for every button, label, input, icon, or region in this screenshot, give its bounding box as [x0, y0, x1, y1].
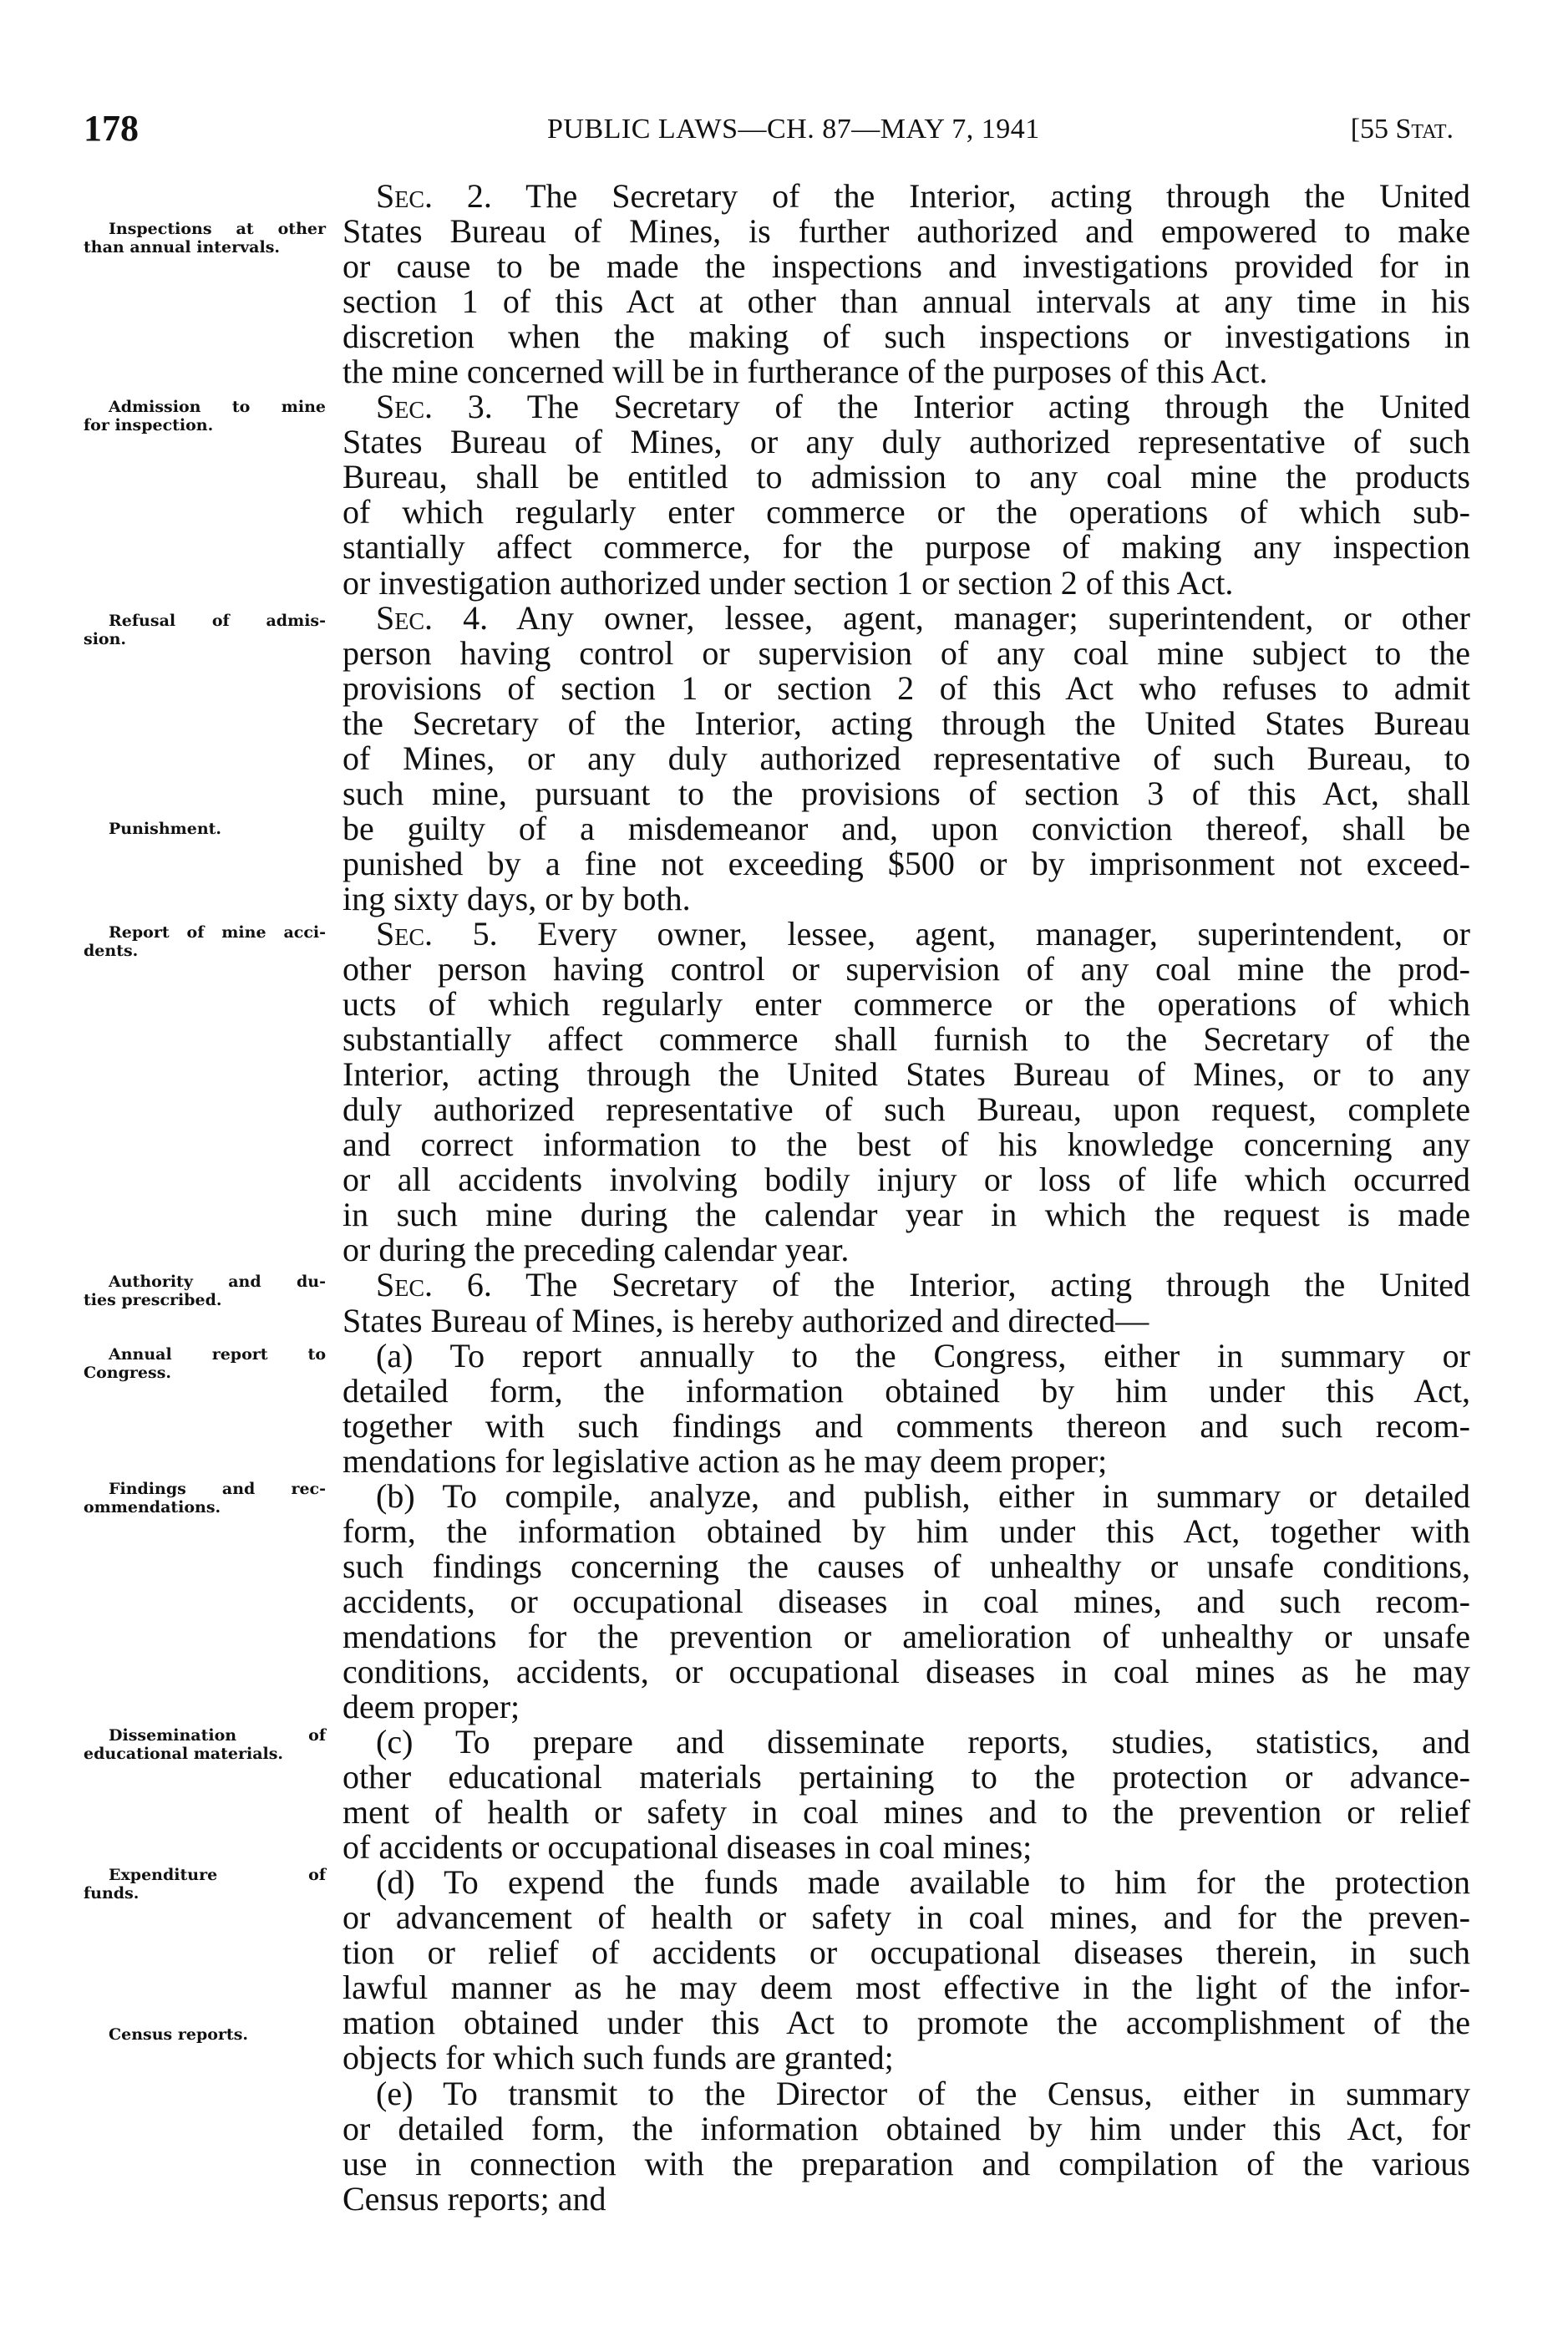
text-line: mation obtained under this Act to promote the accomplishment of the	[343, 2004, 1470, 2042]
body-text	[343, 179, 1470, 2217]
text-line: States Bureau of Mines, is hereby authorized and directed—	[343, 1301, 1149, 1339]
margin-note-line: funds.	[84, 1884, 140, 1903]
text-line: or investigation authorized under section 1 or section 2 of this Act.	[343, 563, 1234, 602]
margin-note-line: Refusal of admis-	[109, 612, 326, 630]
section-label: Sec. 4.	[376, 598, 489, 637]
margin-note	[84, 1273, 326, 1309]
text-line: such findings concerning the causes of unhealthy or unsafe conditions,	[343, 1547, 1470, 1585]
text-line: States Bureau of Mines, or any duly authorized representative of such	[343, 423, 1470, 461]
line-text: The Secretary of the Interior, acting through the United	[491, 1266, 1470, 1304]
text-line: the mine concerned will be in furtherance of the purposes of this Act.	[343, 353, 1268, 391]
statute-volume: [55	[1350, 114, 1396, 145]
text-line: be guilty of a misdemeanor and, upon conviction thereof, shall be	[343, 809, 1470, 847]
margin-note	[84, 1345, 326, 1382]
page-number: 178	[84, 108, 139, 149]
section-label: Sec. 2.	[376, 177, 492, 215]
margin-note-line: Admission to mine	[109, 398, 326, 416]
text-line: objects for which such funds are granted;	[343, 2039, 894, 2077]
margin-note	[84, 1480, 326, 1517]
margin-note	[84, 220, 326, 257]
line-text: The Secretary of the Interior, acting through the United	[491, 177, 1470, 215]
margin-note-line: Congress.	[84, 1364, 172, 1382]
margin-note	[84, 923, 326, 960]
text-line: detailed form, the information obtained by him under this Act,	[343, 1371, 1470, 1410]
text-line: tion or relief of accidents or occupational diseases therein, in such	[343, 1933, 1470, 1972]
text-line: ucts of which regularly enter commerce or the operations of which	[343, 985, 1470, 1024]
text-line: (e) To transmit to the Director of the Census, either in summary	[376, 2074, 1470, 2112]
text-line: in such mine during the calendar year in which the request is made	[343, 1196, 1470, 1234]
text-line: other person having control or supervision of any coal mine the prod-	[343, 950, 1470, 988]
text-line: ing sixty days, or by both.	[343, 879, 691, 917]
text-line: (a) To report annually to the Congress, either in summary or	[376, 1336, 1470, 1374]
margin-note-line: ties prescribed.	[84, 1291, 222, 1309]
text-line: (d) To expend the funds made available to him for the protection	[376, 1863, 1470, 1902]
text-line: ment of health or safety in coal mines and to the prevention or relief	[343, 1793, 1470, 1832]
margin-note-line: Punishment.	[109, 820, 222, 838]
text-line: of accidents or occupational diseases in coal mines;	[343, 1828, 1033, 1867]
margin-note-line: Authority and du-	[109, 1273, 326, 1291]
margin-note-line: Expenditure of	[109, 1866, 326, 1884]
text-line: stantially affect commerce, for the purpose of making any inspection	[343, 528, 1470, 566]
text-line: Bureau, shall be entitled to admission to any coal mine the products	[343, 458, 1470, 496]
margin-note-line: dents.	[84, 942, 139, 960]
statute-reference	[1351, 114, 1454, 145]
line-text: Any owner, lessee, agent, manager; superintendent, or other	[488, 598, 1470, 637]
margin-note-line: for inspection.	[84, 416, 214, 434]
text-line: such mine, pursuant to the provisions of section 3 of this Act, shall	[343, 774, 1470, 812]
page-header	[84, 107, 1470, 149]
text-line: deem proper;	[343, 1688, 520, 1726]
margin-note	[84, 820, 326, 838]
margin-note	[84, 612, 326, 648]
text-line: the Secretary of the Interior, acting through the United States Bureau	[343, 704, 1470, 742]
margin-note	[84, 1726, 326, 1763]
text-line: person having control or supervision of any coal mine subject to the	[343, 633, 1470, 672]
text-line: punished by a fine not exceeding $500 or by imprisonment not exceed-	[343, 844, 1470, 882]
text-line: mendations for the prevention or amelioration of unhealthy or unsafe	[343, 1617, 1470, 1655]
text-line	[343, 914, 1470, 953]
text-line: substantially affect commerce shall furnish to the Secretary of the	[343, 1020, 1470, 1059]
text-line: or during the preceding calendar year.	[343, 1231, 850, 1269]
text-line	[343, 1268, 1470, 1303]
text-line	[343, 598, 1470, 637]
margin-note-line: Dissemination of	[109, 1726, 326, 1745]
text-line: lawful manner as he may deem most effective in the light of the infor-	[343, 1969, 1470, 2007]
text-line: (c) To prepare and disseminate reports, studies, statistics, and	[376, 1723, 1470, 1761]
text-line: or advancement of health or safety in coal mines, and for the preven-	[343, 1898, 1470, 1937]
margin-note-line: Census reports.	[109, 2025, 249, 2044]
running-title: PUBLIC LAWS—CH. 87—MAY 7, 1941	[547, 114, 1040, 145]
margin-note-line: Inspections at other	[109, 220, 326, 238]
margin-note-line: than annual intervals.	[84, 238, 281, 257]
text-line: together with such findings and comments thereon and such recom-	[343, 1406, 1470, 1445]
margin-note-line: sion.	[84, 630, 127, 648]
text-line: use in connection with the preparation and compilation of the various	[343, 2144, 1470, 2182]
text-line: of Mines, or any duly authorized representative of such Bureau, to	[343, 739, 1470, 777]
margin-note-line: Report of mine acci-	[109, 923, 326, 942]
text-line: section 1 of this Act at other than annual intervals at any time in his	[343, 282, 1470, 321]
text-line: or all accidents involving bodily injury or loss of life which occurred	[343, 1161, 1470, 1199]
margin-note-line: ommendations.	[84, 1498, 221, 1517]
text-line: or detailed form, the information obtained by him under this Act, for	[343, 2109, 1470, 2147]
text-line: and correct information to the best of his knowledge concerning any	[343, 1125, 1470, 1164]
margin-note	[84, 398, 326, 434]
text-line: provisions of section 1 or section 2 of this Act who refuses to admit	[343, 668, 1470, 707]
text-line: conditions, accidents, or occupational diseases in coal mines as he may	[343, 1652, 1470, 1690]
text-line	[343, 179, 1470, 214]
text-line: mendations for legislative action as he may deem proper;	[343, 1441, 1108, 1480]
text-line: Interior, acting through the United States Bureau of Mines, or to any	[343, 1055, 1470, 1094]
text-line: of which regularly enter commerce or the operations of which sub-	[343, 493, 1470, 531]
section-label: Sec. 6.	[376, 1266, 492, 1304]
margin-note-line: Findings and rec-	[109, 1480, 326, 1498]
text-line: Census reports; and	[343, 2179, 606, 2218]
section-label: Sec. 3.	[376, 388, 493, 426]
text-line: duly authorized representative of such Bureau, upon request, complete	[343, 1090, 1470, 1129]
line-text: Every owner, lessee, agent, manager, superintendent, or	[497, 914, 1470, 953]
section-label: Sec. 5.	[376, 914, 498, 953]
margin-note	[84, 2025, 326, 2044]
text-line: (b) To compile, analyze, and publish, either in summary or detailed	[376, 1476, 1470, 1515]
statute-abbrev: Stat.	[1395, 114, 1454, 145]
text-line: accidents, or occupational diseases in coal mines, and such recom-	[343, 1582, 1470, 1620]
margin-note-line: Annual report to	[109, 1345, 326, 1364]
text-line: discretion when the making of such inspections or investigations in	[343, 318, 1470, 356]
line-text: The Secretary of the Interior acting through the United	[492, 388, 1471, 426]
text-line: or cause to be made the inspections and investigations provided for in	[343, 247, 1470, 286]
text-line: form, the information obtained by him under this Act, together with	[343, 1511, 1470, 1550]
text-line: States Bureau of Mines, is further authorized and empowered to make	[343, 212, 1470, 251]
text-line: other educational materials pertaining to the protection or advance-	[343, 1758, 1470, 1796]
text-line	[343, 389, 1470, 424]
margin-note-line: educational materials.	[84, 1745, 284, 1763]
margin-note	[84, 1866, 326, 1903]
